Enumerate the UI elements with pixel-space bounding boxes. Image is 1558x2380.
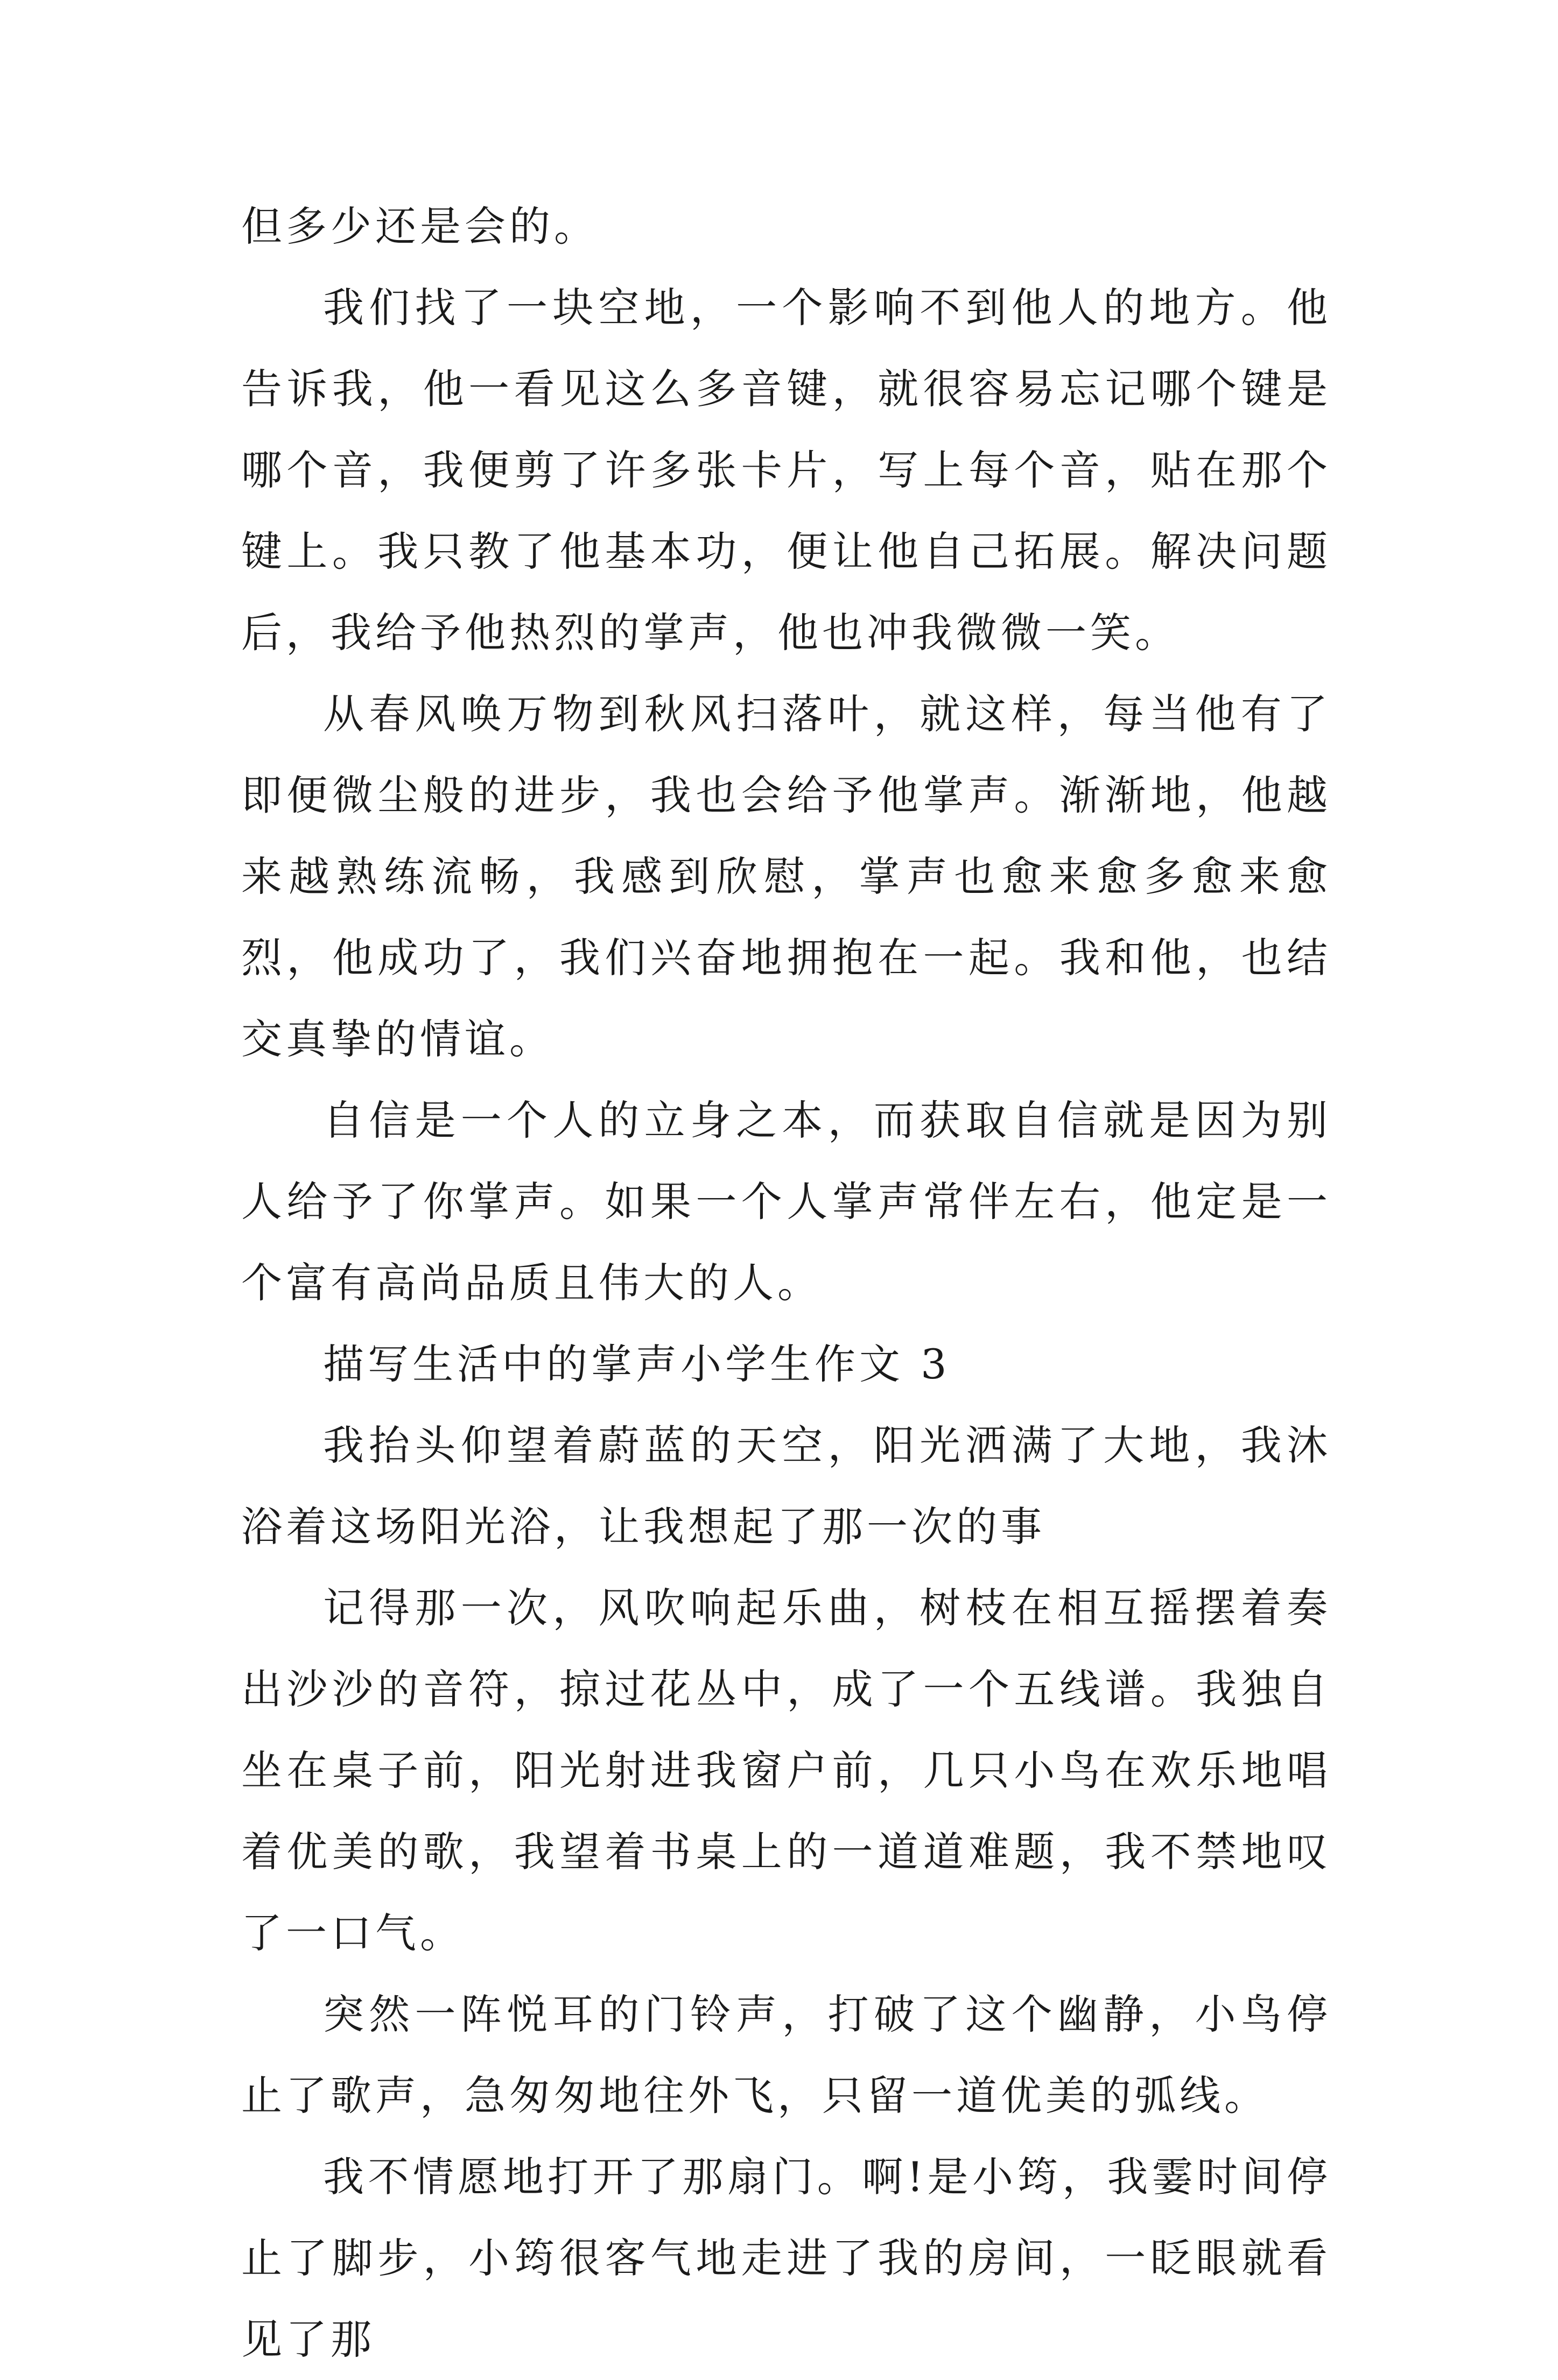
paragraph-6: 记得那一次，风吹响起乐曲，树枝在相互摇摆着奏出沙沙的音符，掠过花丛中，成了一个五线谱。我独自坐在桌子前，阳光射进我窗户前，几只小鸟在欢乐地唱着优美的歌，我望着书桌上的一道道难题，我不禁地叹了一口气。 bbox=[241, 1584, 1331, 1957]
document-body bbox=[241, 186, 1331, 2380]
paragraph-5: 我抬头仰望着蔚蓝的天空，阳光洒满了大地，我沐浴着这场阳光浴，让我想起了那一次的事 bbox=[241, 1421, 1331, 1551]
section-heading: 描写生活中的掌声小学生作文 3 bbox=[323, 1340, 951, 1388]
paragraph-7: 突然一阵悦耳的门铃声，打破了这个幽静，小鸟停止了歌声，急匆匆地往外飞，只留一道优美的弧线。 bbox=[241, 1990, 1331, 2120]
paragraph-1: 但多少还是会的。 bbox=[241, 202, 599, 250]
paragraph-4: 自信是一个人的立身之本，而获取自信就是因为别人给予了你掌声。如果一个人掌声常伴左右，他定是一个富有高尚品质且伟大的人。 bbox=[241, 1096, 1331, 1307]
paragraph-3: 从春风唤万物到秋风扫落叶，就这样，每当他有了即便微尘般的进步，我也会给予他掌声。渐渐地，他越来越熟练流畅，我感到欣慰，掌声也愈来愈多愈来愈烈，他成功了，我们兴奋地拥抱在一起。我和他，也结交真挚的情谊。 bbox=[241, 690, 1331, 1063]
paragraph-2: 我们找了一块空地，一个影响不到他人的地方。他告诉我，他一看见这么多音键，就很容易忘记哪个键是哪个音，我便剪了许多张卡片，写上每个音，贴在那个键上。我只教了他基本功，便让他自己拓展。解决问题后，我给予他热烈的掌声，他也冲我微微一笑。 bbox=[241, 284, 1331, 657]
paragraph-8: 我不情愿地打开了那扇门。啊!是小筠，我霎时间停止了脚步，小筠很客气地走进了我的房间，一眨眼就看见了那 bbox=[241, 2153, 1331, 2363]
